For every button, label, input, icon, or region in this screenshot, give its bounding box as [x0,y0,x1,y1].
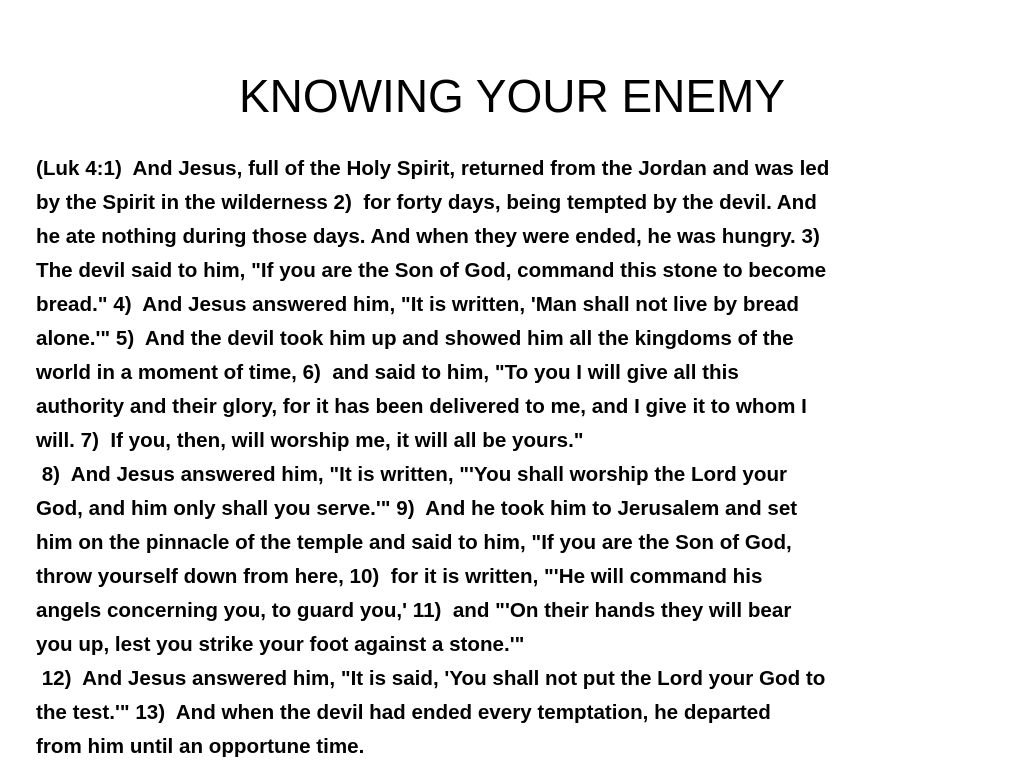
scripture-passage [36,152,996,764]
passage-line: world in a moment of time, 6) and said to him, "To you I will give all this [36,361,739,384]
passage-line: God, and him only shall you serve.'" 9) And he took him to Jerusalem and set [36,497,798,520]
slide-title: KNOWING YOUR ENEMY [238,70,786,122]
passage-line: alone.'" 5) And the devil took him up and showed him all the kingdoms of the [36,327,794,350]
passage-line: you up, lest you strike your foot against a stone.'" [36,633,525,656]
passage-line: will. 7) If you, then, will worship me, it will all be yours." [36,429,584,452]
passage-line: authority and their glory, for it has been delivered to me, and I give it to whom I [36,395,807,418]
passage-line: 8) And Jesus answered him, "It is written, "'You shall worship the Lord your [36,463,788,486]
passage-line: by the Spirit in the wilderness 2) for forty days, being tempted by the devil. And [36,191,817,214]
passage-line: (Luk 4:1) And Jesus, full of the Holy Spirit, returned from the Jordan and was led [36,157,830,180]
passage-line: The devil said to him, "If you are the Son of God, command this stone to become [36,259,827,282]
passage-line: the test.'" 13) And when the devil had ended every temptation, he departed [36,701,771,724]
passage-line: him on the pinnacle of the temple and said to him, "If you are the Son of God, [36,531,792,554]
passage-line: throw yourself down from here, 10) for it is written, "'He will command his [36,565,763,588]
passage-line: bread." 4) And Jesus answered him, "It is written, 'Man shall not live by bread [36,293,799,316]
passage-line: from him until an opportune time. [36,735,365,758]
passage-line: he ate nothing during those days. And when they were ended, he was hungry. 3) [36,225,820,248]
passage-line: angels concerning you, to guard you,' 11) and "'On their hands they will bear [36,599,792,622]
passage-line: 12) And Jesus answered him, "It is said, 'You shall not put the Lord your God to [36,667,826,690]
